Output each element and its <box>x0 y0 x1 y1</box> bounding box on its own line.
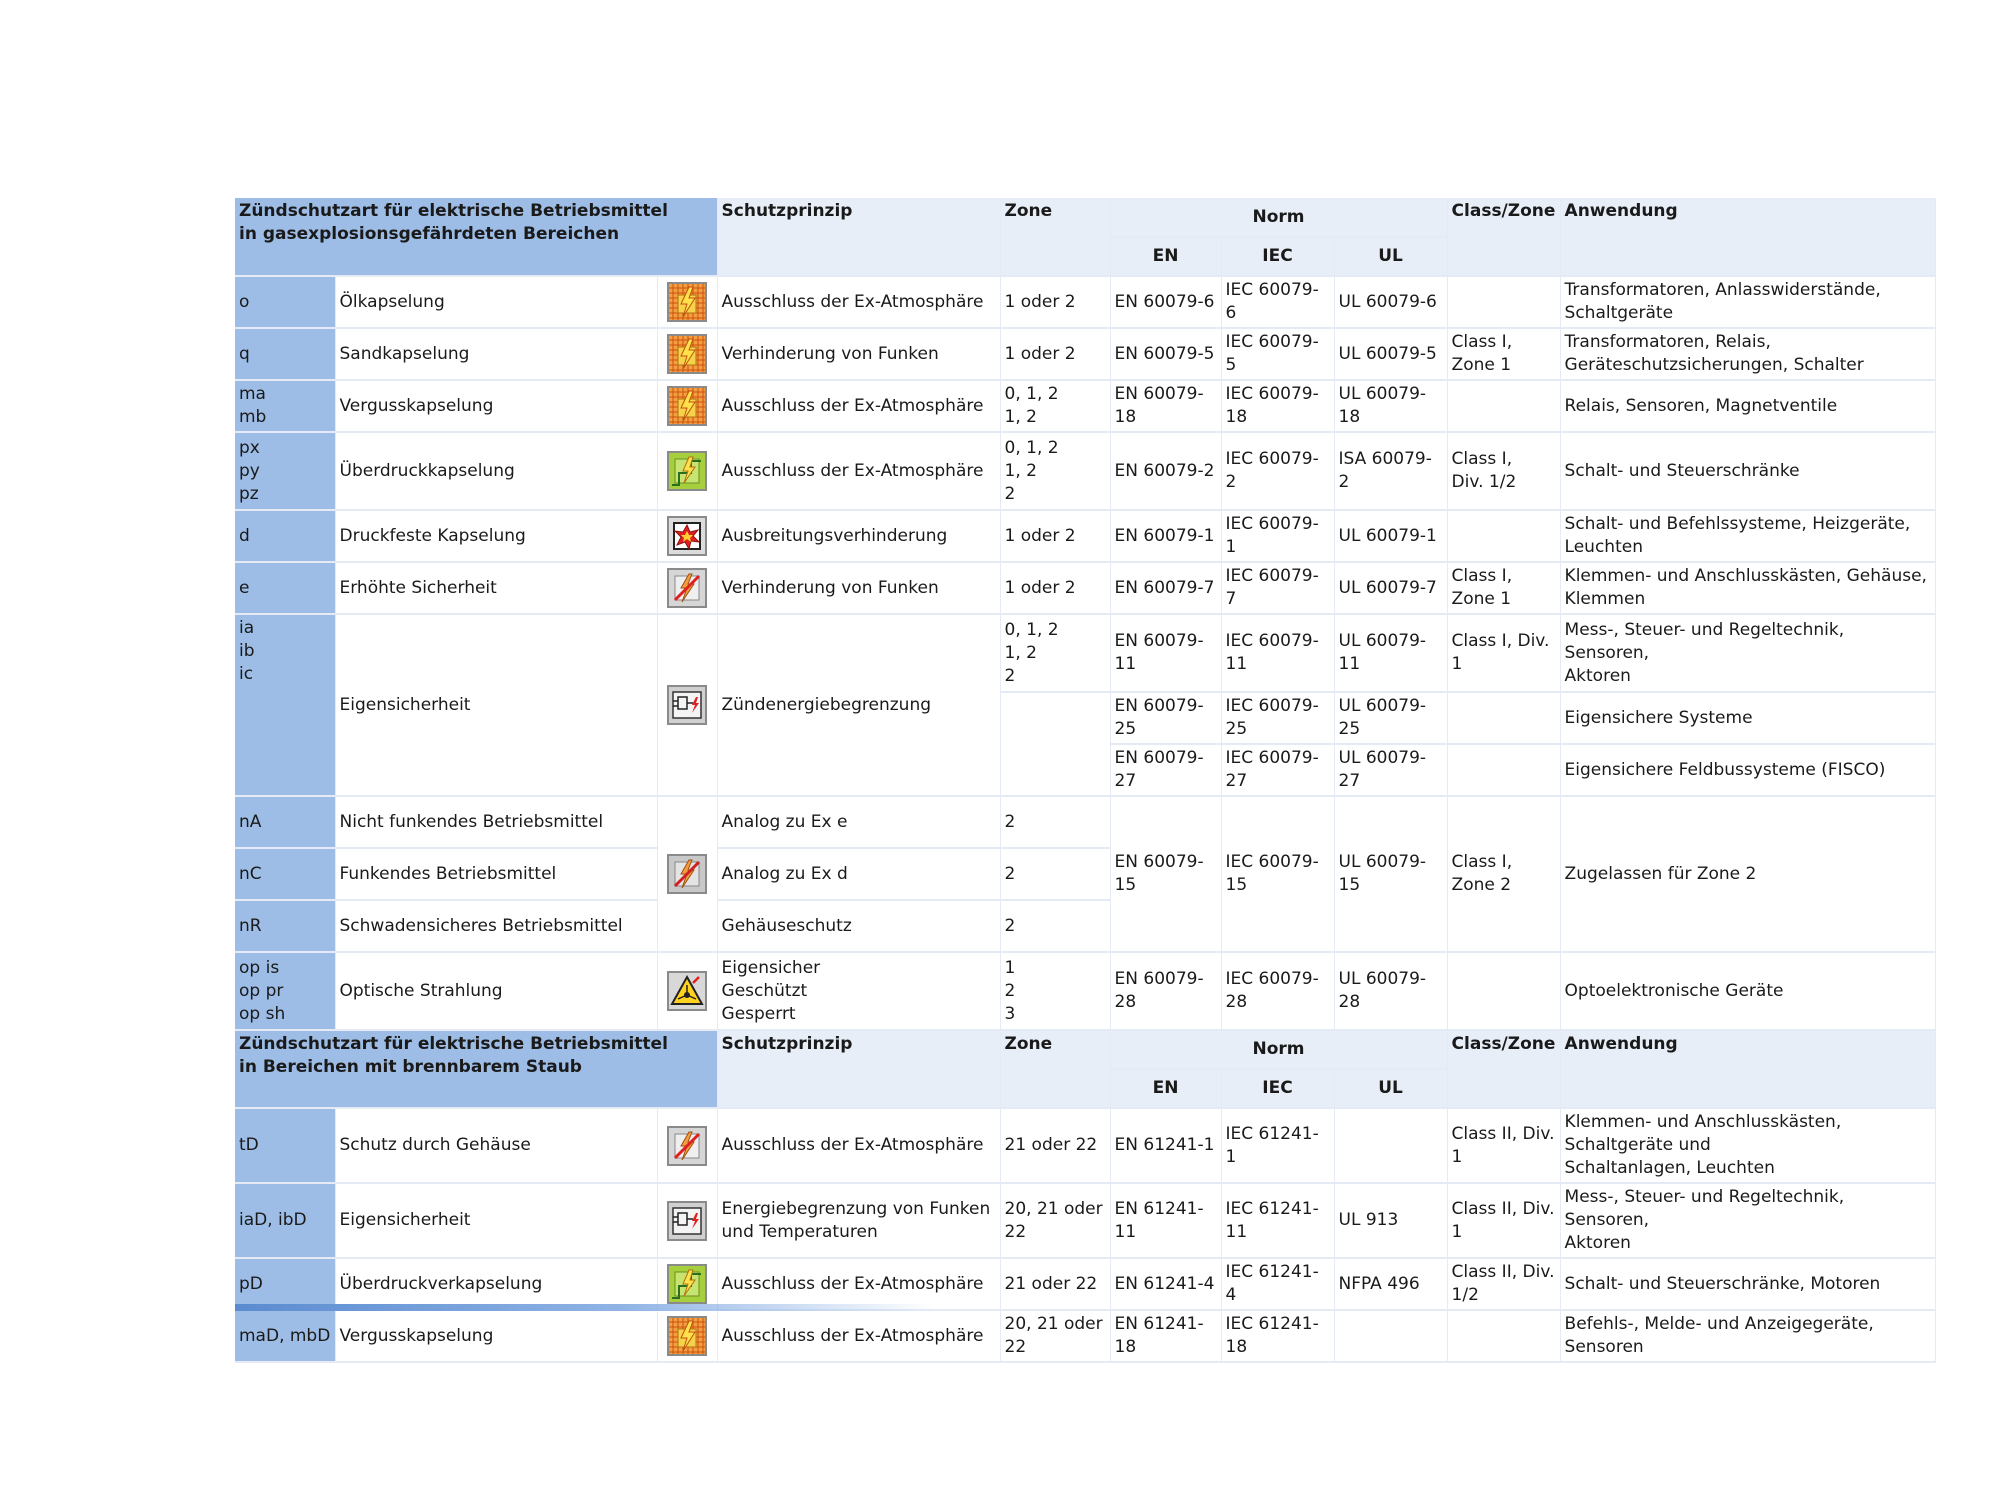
application-text: Klemmen- und Anschlusskästen, Gehäuse, Klemmen <box>1560 562 1935 614</box>
norm-iec: IEC 60079-25 <box>1221 692 1334 744</box>
norm-iec: IEC 61241-1 <box>1221 1108 1334 1183</box>
zone-value: 2 <box>1000 796 1110 848</box>
protection-code: nA <box>235 796 335 848</box>
class-zone-value: Class I, Div. 1/2 <box>1447 432 1560 510</box>
protection-type-name: Erhöhte Sicherheit <box>335 562 657 614</box>
norm-en: EN 61241-18 <box>1110 1310 1221 1362</box>
norm-ul: NFPA 496 <box>1334 1258 1447 1310</box>
norm-en: EN 60079-6 <box>1110 276 1221 328</box>
zone-value: 1 oder 2 <box>1000 510 1110 562</box>
protection-type-name: Eigensicherheit <box>335 614 657 796</box>
class-zone-value <box>1447 692 1560 744</box>
protection-code: ma mb <box>235 380 335 432</box>
class-zone-value <box>1447 510 1560 562</box>
radiation-warning-icon <box>667 971 707 1011</box>
application-text: Optoelektronische Geräte <box>1560 952 1935 1030</box>
table-row <box>235 614 1935 692</box>
class-zone-value: Class II, Div. 1/2 <box>1447 1258 1560 1310</box>
application-text: Schalt- und Steuerschränke <box>1560 432 1935 510</box>
protection-principle: Gehäuseschutz <box>717 900 1000 952</box>
norm-ul: UL 60079-15 <box>1334 796 1447 952</box>
no-spark-icon <box>667 568 707 608</box>
norm-ul: UL 60079-25 <box>1334 692 1447 744</box>
class-zone-value <box>1447 952 1560 1030</box>
protection-icon-cell <box>657 796 717 952</box>
protection-principle: Verhinderung von Funken <box>717 562 1000 614</box>
application-text: Zugelassen für Zone 2 <box>1560 796 1935 952</box>
protection-type-name: Überdruckverkapselung <box>335 1258 657 1310</box>
table-row <box>235 380 1935 432</box>
protection-icon-cell <box>657 276 717 328</box>
table-row <box>235 1108 1935 1183</box>
protection-code: nR <box>235 900 335 952</box>
table-row <box>235 1258 1935 1310</box>
table-row <box>235 1310 1935 1362</box>
protection-code: iaD, ibD <box>235 1183 335 1258</box>
norm-ul: UL 60079-28 <box>1334 952 1447 1030</box>
norm-en: EN 60079-11 <box>1110 614 1221 692</box>
section-title: Zündschutzart für elektrische Betriebsmittel in Bereichen mit brennbarem Staub <box>235 1030 717 1108</box>
protection-type-name: Schutz durch Gehäuse <box>335 1108 657 1183</box>
norm-en: EN 61241-11 <box>1110 1183 1221 1258</box>
norm-en: EN 60079-18 <box>1110 380 1221 432</box>
orange-grid-hazard-icon <box>667 386 707 426</box>
orange-grid-hazard-icon <box>667 1316 707 1356</box>
norm-ul: UL 60079-18 <box>1334 380 1447 432</box>
protection-principle: Ausschluss der Ex-Atmosphäre <box>717 1108 1000 1183</box>
protection-code: o <box>235 276 335 328</box>
orange-grid-hazard-icon <box>667 282 707 322</box>
circuit-box-icon <box>667 1201 707 1241</box>
protection-principle: Ausschluss der Ex-Atmosphäre <box>717 432 1000 510</box>
protection-principle: Ausschluss der Ex-Atmosphäre <box>717 1258 1000 1310</box>
green-pressure-icon <box>667 1264 707 1304</box>
norm-ul: ISA 60079-2 <box>1334 432 1447 510</box>
column-header-norm: Norm <box>1110 1030 1447 1069</box>
protection-icon-cell <box>657 328 717 380</box>
class-zone-value <box>1447 276 1560 328</box>
protection-principle: Analog zu Ex e <box>717 796 1000 848</box>
protection-code: e <box>235 562 335 614</box>
ignition-protection-table <box>235 198 1936 1363</box>
protection-type-name: Nicht funkendes Betriebsmittel <box>335 796 657 848</box>
column-header-ul: UL <box>1334 1069 1447 1108</box>
green-pressure-icon <box>667 451 707 491</box>
application-text: Relais, Sensoren, Magnetventile <box>1560 380 1935 432</box>
zone-value: 0, 1, 2 1, 2 2 <box>1000 432 1110 510</box>
protection-code: q <box>235 328 335 380</box>
protection-principle: Ausschluss der Ex-Atmosphäre <box>717 380 1000 432</box>
protection-icon-cell <box>657 510 717 562</box>
table-row <box>235 276 1935 328</box>
zone-value: 21 oder 22 <box>1000 1108 1110 1183</box>
table-row <box>235 952 1935 1030</box>
norm-iec: IEC 60079-27 <box>1221 744 1334 796</box>
norm-iec: IEC 60079-28 <box>1221 952 1334 1030</box>
column-header-application: Anwendung <box>1560 198 1935 276</box>
protection-principle: Ausschluss der Ex-Atmosphäre <box>717 1310 1000 1362</box>
norm-en: EN 60079-27 <box>1110 744 1221 796</box>
protection-type-name: Eigensicherheit <box>335 1183 657 1258</box>
application-text: Eigensichere Systeme <box>1560 692 1935 744</box>
protection-principle: Verhinderung von Funken <box>717 328 1000 380</box>
protection-code: nC <box>235 848 335 900</box>
norm-iec: IEC 60079-1 <box>1221 510 1334 562</box>
norm-iec: IEC 60079-6 <box>1221 276 1334 328</box>
protection-icon-cell <box>657 562 717 614</box>
protection-principle: Ausschluss der Ex-Atmosphäre <box>717 276 1000 328</box>
norm-iec: IEC 60079-18 <box>1221 380 1334 432</box>
norm-iec: IEC 60079-11 <box>1221 614 1334 692</box>
norm-ul: UL 60079-6 <box>1334 276 1447 328</box>
norm-iec: IEC 60079-2 <box>1221 432 1334 510</box>
protection-icon-cell <box>657 380 717 432</box>
class-zone-value <box>1447 1310 1560 1362</box>
zone-value: 1 oder 2 <box>1000 562 1110 614</box>
protection-type-name: Funkendes Betriebsmittel <box>335 848 657 900</box>
application-text: Klemmen- und Anschlusskästen, Schaltgeräte und Schaltanlagen, Leuchten <box>1560 1108 1935 1183</box>
table-row <box>235 562 1935 614</box>
class-zone-value: Class II, Div. 1 <box>1447 1183 1560 1258</box>
application-text: Transformatoren, Anlasswiderstände, Schaltgeräte <box>1560 276 1935 328</box>
column-header-class-zone: Class/Zone <box>1447 1030 1560 1108</box>
column-header-zone: Zone <box>1000 1030 1110 1108</box>
norm-ul: UL 60079-11 <box>1334 614 1447 692</box>
zone-value: 2 <box>1000 848 1110 900</box>
norm-iec: IEC 61241-18 <box>1221 1310 1334 1362</box>
zone-value: 20, 21 oder 22 <box>1000 1310 1110 1362</box>
protection-code: ia ib ic <box>235 614 335 796</box>
class-zone-value: Class I, Zone 1 <box>1447 328 1560 380</box>
norm-en: EN 61241-4 <box>1110 1258 1221 1310</box>
column-header-ul: UL <box>1334 237 1447 276</box>
zone-value: 21 oder 22 <box>1000 1258 1110 1310</box>
protection-icon-cell <box>657 614 717 796</box>
protection-icon-cell <box>657 1310 717 1362</box>
protection-type-name: Optische Strahlung <box>335 952 657 1030</box>
table-row <box>235 432 1935 510</box>
column-header-iec: IEC <box>1221 1069 1334 1108</box>
norm-ul <box>1334 1310 1447 1362</box>
bottom-accent-bar <box>235 1304 935 1311</box>
protection-type-name: Sandkapselung <box>335 328 657 380</box>
norm-ul: UL 60079-27 <box>1334 744 1447 796</box>
norm-ul: UL 60079-7 <box>1334 562 1447 614</box>
protection-type-name: Schwadensicheres Betriebsmittel <box>335 900 657 952</box>
circuit-box-icon <box>667 685 707 725</box>
norm-ul: UL 913 <box>1334 1183 1447 1258</box>
protection-icon-cell <box>657 1258 717 1310</box>
norm-iec: IEC 60079-5 <box>1221 328 1334 380</box>
protection-code: tD <box>235 1108 335 1183</box>
table-row <box>235 328 1935 380</box>
norm-en: EN 60079-15 <box>1110 796 1221 952</box>
norm-ul: UL 60079-1 <box>1334 510 1447 562</box>
class-zone-value: Class I, Zone 2 <box>1447 796 1560 952</box>
explosion-box-icon <box>667 516 707 556</box>
protection-icon-cell <box>657 952 717 1030</box>
application-text: Mess-, Steuer- und Regeltechnik, Sensoren, Aktoren <box>1560 1183 1935 1258</box>
norm-en: EN 60079-2 <box>1110 432 1221 510</box>
protection-type-name: Vergusskapselung <box>335 380 657 432</box>
norm-iec: IEC 61241-4 <box>1221 1258 1334 1310</box>
norm-en: EN 61241-1 <box>1110 1108 1221 1183</box>
application-text: Schalt- und Steuerschränke, Motoren <box>1560 1258 1935 1310</box>
table-row <box>235 510 1935 562</box>
protection-type-name: Druckfeste Kapselung <box>335 510 657 562</box>
norm-en: EN 60079-1 <box>1110 510 1221 562</box>
application-text: Transformatoren, Relais, Geräteschutzsicherungen, Schalter <box>1560 328 1935 380</box>
class-zone-value <box>1447 744 1560 796</box>
column-header-principle: Schutzprinzip <box>717 198 1000 276</box>
zone-value: 1 oder 2 <box>1000 276 1110 328</box>
zone-value: 0, 1, 2 1, 2 <box>1000 380 1110 432</box>
protection-type-name: Überdruckkapselung <box>335 432 657 510</box>
protection-principle: Analog zu Ex d <box>717 848 1000 900</box>
zone-value: 0, 1, 2 1, 2 2 <box>1000 614 1110 692</box>
table-row <box>235 796 1935 848</box>
class-zone-value: Class II, Div. 1 <box>1447 1108 1560 1183</box>
orange-grid-hazard-icon <box>667 334 707 374</box>
section-title: Zündschutzart für elektrische Betriebsmittel in gasexplosionsgefährdeten Bereichen <box>235 198 717 276</box>
no-spark-icon <box>667 1126 707 1166</box>
norm-en: EN 60079-7 <box>1110 562 1221 614</box>
zone-value: 2 <box>1000 900 1110 952</box>
norm-ul <box>1334 1108 1447 1183</box>
application-text: Eigensichere Feldbussysteme (FISCO) <box>1560 744 1935 796</box>
protection-code: d <box>235 510 335 562</box>
application-text: Schalt- und Befehlssysteme, Heizgeräte, Leuchten <box>1560 510 1935 562</box>
application-text: Befehls-, Melde- und Anzeigegeräte, Sensoren <box>1560 1310 1935 1362</box>
zone-value-empty <box>1000 692 1110 796</box>
protection-type-name: Vergusskapselung <box>335 1310 657 1362</box>
norm-iec: IEC 61241-11 <box>1221 1183 1334 1258</box>
protection-principle: Energiebegrenzung von Funken und Temperaturen <box>717 1183 1000 1258</box>
column-header-en: EN <box>1110 237 1221 276</box>
protection-type-name: Ölkapselung <box>335 276 657 328</box>
protection-code: pD <box>235 1258 335 1310</box>
protection-code: px py pz <box>235 432 335 510</box>
protection-icon-cell <box>657 1108 717 1183</box>
norm-ul: UL 60079-5 <box>1334 328 1447 380</box>
norm-iec: IEC 60079-15 <box>1221 796 1334 952</box>
column-header-application: Anwendung <box>1560 1030 1935 1108</box>
table-row <box>235 1183 1935 1258</box>
protection-principle: Eigensicher Geschützt Gesperrt <box>717 952 1000 1030</box>
zone-value: 20, 21 oder 22 <box>1000 1183 1110 1258</box>
class-zone-value <box>1447 380 1560 432</box>
column-header-class-zone: Class/Zone <box>1447 198 1560 276</box>
zone-value: 1 oder 2 <box>1000 328 1110 380</box>
protection-icon-cell <box>657 432 717 510</box>
column-header-principle: Schutzprinzip <box>717 1030 1000 1108</box>
norm-en: EN 60079-25 <box>1110 692 1221 744</box>
column-header-norm: Norm <box>1110 198 1447 237</box>
protection-principle: Ausbreitungsverhinderung <box>717 510 1000 562</box>
norm-en: EN 60079-28 <box>1110 952 1221 1030</box>
column-header-zone: Zone <box>1000 198 1110 276</box>
zone-value: 1 2 3 <box>1000 952 1110 1030</box>
protection-principle: Zündenergiebegrenzung <box>717 614 1000 796</box>
class-zone-value: Class I, Div. 1 <box>1447 614 1560 692</box>
column-header-iec: IEC <box>1221 237 1334 276</box>
norm-en: EN 60079-5 <box>1110 328 1221 380</box>
protection-code: maD, mbD <box>235 1310 335 1362</box>
protection-code: op is op pr op sh <box>235 952 335 1030</box>
protection-icon-cell <box>657 1183 717 1258</box>
no-spark-gray-icon <box>667 854 707 894</box>
column-header-en: EN <box>1110 1069 1221 1108</box>
norm-iec: IEC 60079-7 <box>1221 562 1334 614</box>
application-text: Mess-, Steuer- und Regeltechnik, Sensoren, Aktoren <box>1560 614 1935 692</box>
class-zone-value: Class I, Zone 1 <box>1447 562 1560 614</box>
